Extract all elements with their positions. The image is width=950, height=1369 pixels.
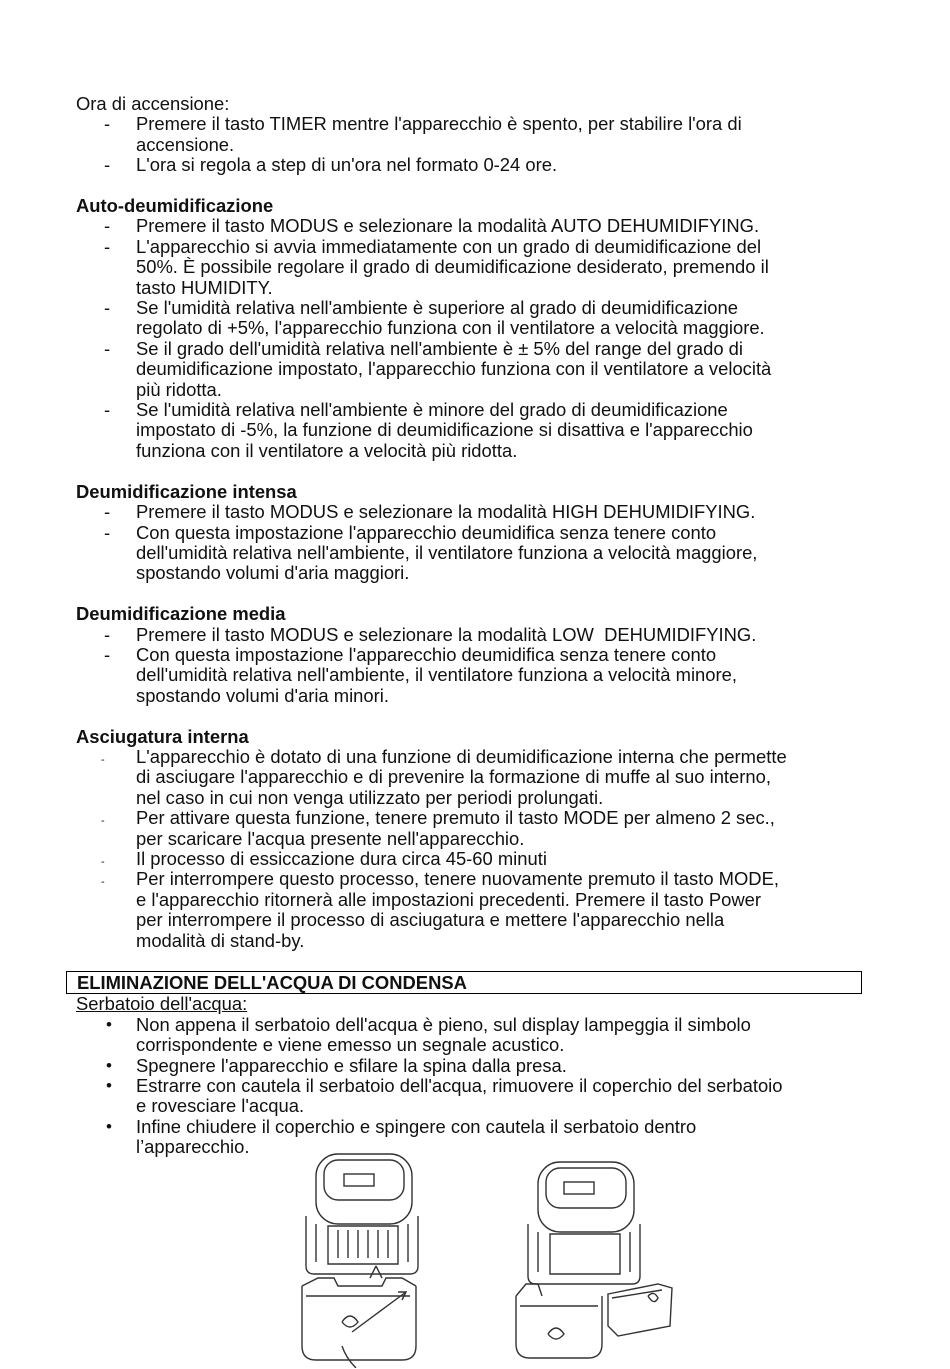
document-body [76, 94, 876, 1158]
list-item [76, 808, 876, 849]
list-item [76, 339, 876, 400]
dash-marker: - [104, 154, 111, 176]
list-item-line: per scaricare l'acqua presente nell'apparecchio. [136, 827, 525, 849]
list-intensa [76, 502, 876, 584]
list-item [76, 155, 876, 175]
section-title-asciugatura: Asciugatura interna [76, 725, 249, 747]
list-item-line: Se l'umidità relativa nell'ambiente è superiore al grado di deumidificazione [136, 297, 738, 319]
dash-marker: - [104, 297, 111, 319]
list-item-line: l’apparecchio. [136, 1136, 250, 1158]
dash-marker: - [104, 113, 111, 135]
list-item-line: 50%. È possibile regolare il grado di deumidificazione desiderato, premendo il [136, 256, 769, 278]
section-subtitle-serbatoio: Serbatoio dell'acqua: [76, 993, 248, 1015]
list-auto [76, 216, 876, 461]
list-item-line: Se il grado dell'umidità relativa nell'ambiente è ± 5% del range del grado di [136, 337, 743, 359]
list-item-line: per interrompere il processo di asciugatura e mettere l'apparecchio nella [136, 909, 725, 931]
dash-marker: - [104, 521, 111, 543]
list-item [76, 747, 876, 808]
dash-marker: - [104, 337, 111, 359]
section-title-media: Deumidificazione media [76, 603, 286, 625]
list-item-line: L'ora si regola a step di un'ora nel formato 0-24 ore. [136, 154, 558, 176]
list-item [76, 400, 876, 461]
list-item-line: Infine chiudere il coperchio e spingere con cautela il serbatoio dentro [136, 1115, 697, 1137]
list-item [76, 849, 876, 869]
list-item [76, 1056, 876, 1076]
list-item [76, 216, 876, 236]
list-item-line: deumidificazione impostato, l'apparecchio funziona con il ventilatore a velocità [136, 358, 772, 380]
dash-marker: - [104, 501, 111, 523]
list-item-line: Estrarre con cautela il serbatoio dell'acqua, rimuovere il coperchio del serbatoio [136, 1075, 783, 1097]
list-item-line: dell'umidità relativa nell'ambiente, il ventilatore funziona a velocità maggiore, [136, 541, 758, 563]
bullet-marker: • [106, 1055, 112, 1075]
list-asciugatura [76, 747, 876, 951]
dash-marker: - [104, 643, 111, 665]
list-item [76, 1015, 876, 1056]
list-item-line: Premere il tasto TIMER mentre l'apparecchio è spento, per stabilire l'ora di [136, 113, 742, 135]
dash-marker: - [104, 399, 111, 421]
list-item-line: accensione. [136, 133, 235, 155]
list-item [76, 869, 876, 951]
dash-marker: - [101, 815, 105, 828]
list-item-line: nel caso in cui non venga utilizzato per periodi prolungati. [136, 786, 604, 808]
list-item-line: Premere il tasto MODUS e selezionare la modalità HIGH DEHUMIDIFYING. [136, 501, 756, 523]
list-item-line: spostando volumi d'aria minori. [136, 684, 389, 706]
section-title-timer: Ora di accensione: [76, 93, 230, 114]
dash-marker: - [104, 215, 111, 237]
illustrations [76, 1146, 876, 1366]
list-item-line: Non appena il serbatoio dell'acqua è pieno, sul display lampeggia il simbolo [136, 1013, 751, 1035]
section-title-condensa: ELIMINAZIONE DELL'ACQUA DI CONDENSA [66, 971, 862, 994]
list-item-line: Per interrompere questo processo, tenere nuovamente premuto il tasto MODE, [136, 868, 779, 890]
list-item [76, 645, 876, 706]
section-title-intensa: Deumidificazione intensa [76, 480, 297, 502]
dash-marker: - [104, 235, 111, 257]
list-item-line: spostando volumi d'aria maggiori. [136, 562, 410, 584]
bullet-marker: • [106, 1116, 112, 1136]
dash-marker: - [101, 753, 105, 766]
list-item-line: più ridotta. [136, 378, 222, 400]
list-item [76, 523, 876, 584]
dehumidifier-tank-removal-illustration [298, 1146, 458, 1368]
list-item [76, 625, 876, 645]
list-item-line: regolato di +5%, l'apparecchio funziona con il ventilatore a velocità maggiore. [136, 317, 765, 339]
list-item-line: corrispondente e viene emesso un segnale acustico. [136, 1034, 565, 1056]
list-item-line: Con questa impostazione l'apparecchio deumidifica senza tenere conto [136, 643, 717, 665]
list-item [76, 114, 876, 155]
list-item [76, 1076, 876, 1117]
list-item-line: impostato di -5%, la funzione di deumidificazione si disattiva e l'apparecchio [136, 419, 753, 441]
list-item-line: Per attivare questa funzione, tenere premuto il tasto MODE per almeno 2 sec., [136, 807, 775, 829]
list-item-line: tasto HUMIDITY. [136, 276, 273, 298]
dehumidifier-tank-empty-illustration [508, 1146, 678, 1368]
dash-marker: - [104, 623, 111, 645]
dash-marker: - [101, 855, 105, 868]
bullet-marker: • [106, 1076, 112, 1096]
list-item-line: Con questa impostazione l'apparecchio deumidifica senza tenere conto [136, 521, 717, 543]
list-item-line: e rovesciare l'acqua. [136, 1095, 305, 1117]
list-item-line: Premere il tasto MODUS e selezionare la modalità LOW DEHUMIDIFYING. [136, 623, 757, 645]
list-item [76, 237, 876, 298]
bullet-marker: • [106, 1014, 112, 1034]
list-timer [76, 114, 876, 175]
list-item-line: funziona con il ventilatore a velocità più ridotta. [136, 439, 518, 461]
list-item [76, 502, 876, 522]
dash-marker: - [101, 876, 105, 889]
list-item-line: modalità di stand-by. [136, 929, 305, 951]
section-title-auto: Auto-deumidificazione [76, 195, 274, 217]
list-item-line: L'apparecchio si avvia immediatamente con un grado di deumidificazione del [136, 235, 762, 257]
list-item-line: e l'apparecchio ritornerà alle impostazioni precedenti. Premere il tasto Power [136, 888, 762, 910]
list-item-line: di asciugare l'apparecchio e di prevenire la formazione di muffe al suo interno, [136, 766, 771, 788]
list-media [76, 625, 876, 707]
list-item-line: Il processo di essiccazione dura circa 45-60 minuti [136, 847, 547, 869]
list-item-line: Se l'umidità relativa nell'ambiente è minore del grado di deumidificazione [136, 399, 728, 421]
list-condensa [76, 1015, 876, 1158]
list-item-line: Spegnere l'apparecchio e sfilare la spina dalla presa. [136, 1054, 567, 1076]
list-item [76, 298, 876, 339]
list-item-line: L'apparecchio è dotato di una funzione di deumidificazione interna che permette [136, 745, 787, 767]
list-item-line: dell'umidità relativa nell'ambiente, il ventilatore funziona a velocità minore, [136, 664, 737, 686]
list-item-line: Premere il tasto MODUS e selezionare la modalità AUTO DEHUMIDIFYING. [136, 215, 760, 237]
